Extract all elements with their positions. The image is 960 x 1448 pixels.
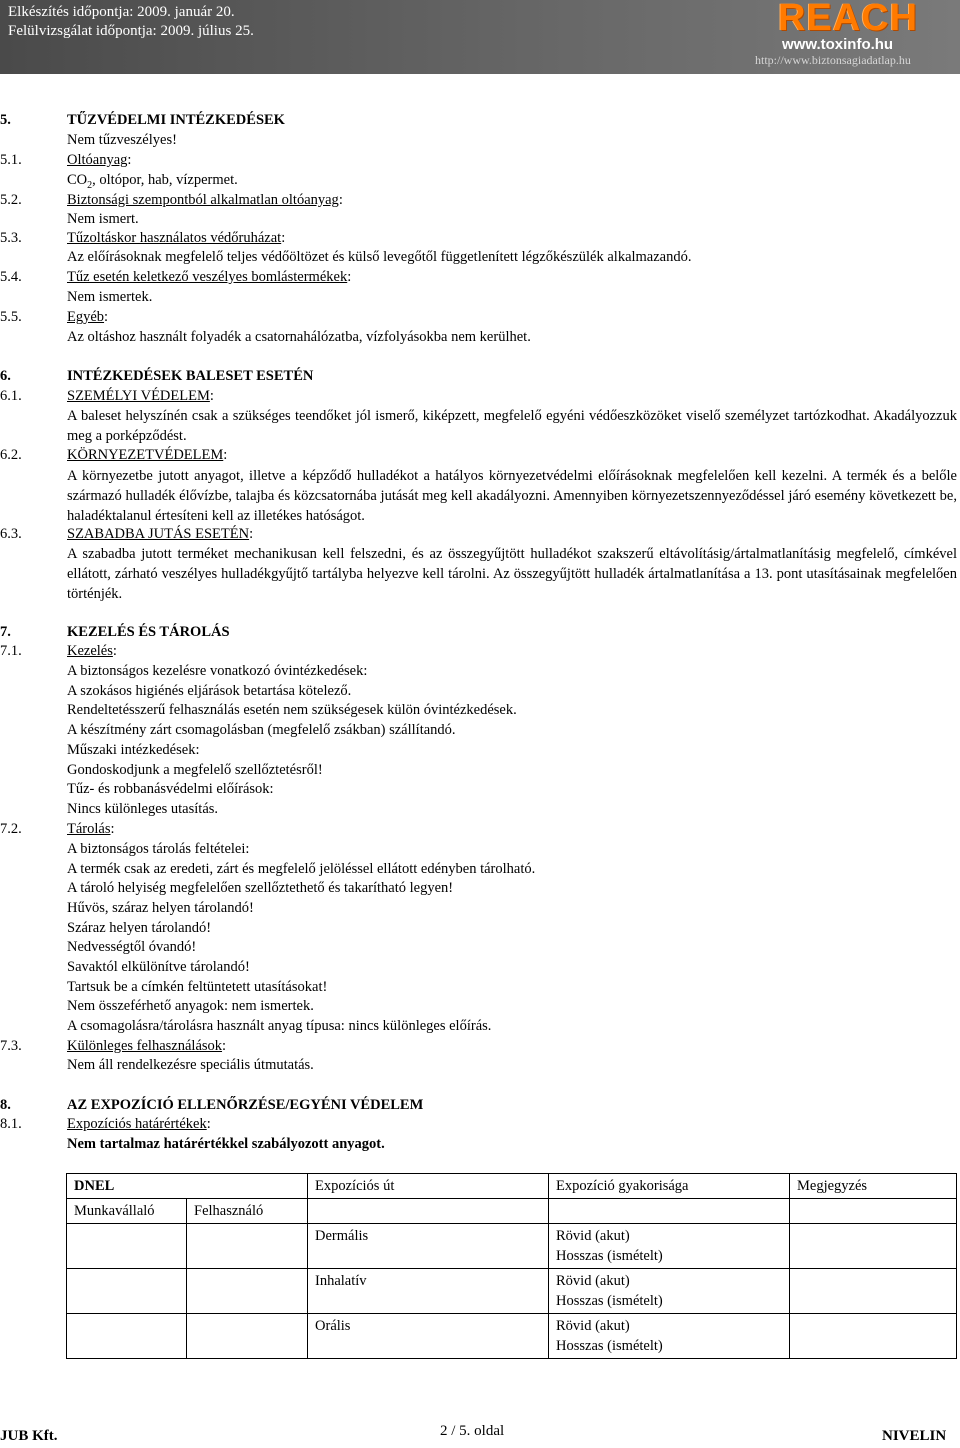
table-cell [67,1269,187,1314]
handling-line: Rendeltetésszerű felhasználás esetén nem szükségesek külön óvintézkedések. [67,702,517,718]
section-6-1-heading: SZEMÉLYI VÉDELEM: [67,388,214,404]
route-cell: Dermális [308,1224,549,1269]
section-6-3-text: A szabadba jutott terméket mechanikusan kell felszedni, és az összegyűjtött hulladékot szakszerű eltávolításig/ártalmatlanításig megfelelő, címkével ellátott, zárható veszélyes hulladékgyűjtő tartályba helyezve kell tárolni. Az összegyűjtött hulladék ártalmatlanítása a 13. pont utasításainak megfelelően történjék. [67,546,957,602]
table-cell [187,1314,308,1359]
section-5-1-heading: Oltóanyag: [67,152,132,168]
table-cell [67,1224,187,1269]
section-7-2-number: 7.2. [0,821,22,837]
section-7-2-heading: Tárolás: [67,821,115,837]
section-5-3-heading: Tűzoltáskor használatos védőruházat: [67,230,286,246]
route-cell: Inhalatív [308,1269,549,1314]
section-6-2-number: 6.2. [0,447,22,463]
user-header: Felhasználó [187,1199,308,1224]
section-6-2-text: A környezetbe jutott anyagot, illetve a képződő hulladékot a hatályos környezetvédelmi előírásoknak megfelelően kell kezelni. A termék és a belőle származó hulladék élővízbe, talajba és közcsatornába jutását meg kell akadályozni. Amennyiben környezetszennyeződéssel járó esemény következett be, haladéktalanul értesíteni kell az illetékes hatóságot. [67,468,957,524]
storage-line: Száraz helyen tárolandó! [67,920,212,936]
section-8-1-heading: Expozíciós határértékek: [67,1116,211,1132]
section-5-2-heading: Biztonsági szempontból alkalmatlan oltóanyag: [67,192,343,208]
frequency-cell: Rövid (akut) Hosszas (ismételt) [549,1314,790,1359]
section-6-number: 6. [0,368,11,384]
section-6-3-heading: SZABADBA JUTÁS ESETÉN: [67,526,254,542]
storage-line: A termék csak az eredeti, zárt és megfelelő jelöléssel ellátott edényben tárolható. [67,861,536,877]
table-row [67,1269,957,1314]
section-7-3-number: 7.3. [0,1038,22,1054]
table-cell [549,1199,790,1224]
section-5-5-heading: Egyéb: [67,309,109,325]
table-row [67,1224,957,1269]
footer-company: JUB Kft. [0,1428,58,1444]
handling-line: A biztonságos kezelésre vonatkozó óvintézkedések: [67,663,368,679]
section-8-number: 8. [0,1097,11,1113]
section-5-5-text: Az oltáshoz használt folyadék a csatornahálózatba, vízfolyásokba nem kerülhet. [67,329,531,345]
table-cell [67,1314,187,1359]
handling-line: A készítmény zárt csomagolásban (megfelelő zsákban) szállítandó. [67,722,456,738]
worker-header: Munkavállaló [67,1199,187,1224]
page-header [0,0,960,74]
section-5-4-heading: Tűz esetén keletkező veszélyes bomlástermékek: [67,269,352,285]
section-7-3-text: Nem áll rendelkezésre speciális útmutatás. [67,1057,314,1073]
table-row [67,1174,957,1199]
section-7-title: KEZELÉS ÉS TÁROLÁS [67,624,230,640]
section-8-1-number: 8.1. [0,1116,22,1132]
section-6-1-number: 6.1. [0,388,22,404]
reach-logo: REACH [778,0,919,39]
section-8-1-text: Nem tartalmaz határértékkel szabályozott anyagot. [67,1136,385,1152]
logo-site: www.toxinfo.hu [782,36,894,53]
route-header: Expozíciós út [308,1174,549,1199]
storage-line: Tartsuk be a címkén feltüntetett utasításokat! [67,979,328,995]
handling-line: Nincs különleges utasítás. [67,801,219,817]
table-cell [790,1199,957,1224]
table-cell [790,1314,957,1359]
handling-line: Tűz- és robbanásvédelmi előírások: [67,781,274,797]
section-5-1-number: 5.1. [0,152,22,168]
frequency-cell: Rövid (akut) Hosszas (ismételt) [549,1269,790,1314]
handling-line: A szokásos higiénés eljárások betartása kötelező. [67,683,352,699]
frequency-header: Expozíció gyakorisága [549,1174,790,1199]
storage-line: A csomagolásra/tárolásra használt anyag típusa: nincs különleges előírás. [67,1018,492,1034]
section-6-title: INTÉZKEDÉSEK BALESET ESETÉN [67,368,314,384]
frequency-cell: Rövid (akut) Hosszas (ismételt) [549,1224,790,1269]
table-cell [187,1224,308,1269]
storage-line: Hűvös, száraz helyen tárolandó! [67,900,254,916]
section-7-1-heading: Kezelés: [67,643,117,659]
section-5-4-number: 5.4. [0,269,22,285]
section-5-5-number: 5.5. [0,309,22,325]
section-5-4-text: Nem ismertek. [67,289,153,305]
section-6-1-text: A baleset helyszínén csak a szükséges teendőket jól ismerő, kiképzett, megfelelő egyéni védőeszközöket viselő személyzet tartózkodhat. Akadályozzuk meg a porképződést. [67,408,957,444]
section-5-3-number: 5.3. [0,230,22,246]
section-5-1-text: $CO_2$, oltópor, hab, vízpermet. [67,172,238,191]
handling-line: Műszaki intézkedések: [67,742,200,758]
created-date: Elkészítés időpontja: 2009. január 20. [8,4,235,20]
table-cell [790,1224,957,1269]
footer-product: NIVELIN [882,1428,947,1444]
section-7-number: 7. [0,624,11,640]
header-url[interactable]: http://www.biztonsagiadatlap.hu [755,53,911,67]
storage-line: A biztonságos tárolás feltételei: [67,841,250,857]
section-5-note: Nem tűzveszélyes! [67,132,177,148]
section-5-title: TŰZVÉDELMI INTÉZKEDÉSEK [67,112,285,128]
storage-line: Nedvességtől óvandó! [67,939,197,955]
storage-line: Savaktól elkülönítve tárolandó! [67,959,250,975]
table-cell [790,1269,957,1314]
handling-line: Gondoskodjunk a megfelelő szellőztetésről! [67,762,323,778]
section-7-3-heading: Különleges felhasználások: [67,1038,227,1054]
section-5-2-number: 5.2. [0,192,22,208]
section-5-3-text: Az előírásoknak megfelelő teljes védőöltözet és külső levegőtől függetlenített légzőkészülék alkalmazandó. [67,249,692,265]
section-6-3-number: 6.3. [0,526,22,542]
revised-date: Felülvizsgálat időpontja: 2009. július 25. [8,23,254,39]
table-cell [187,1269,308,1314]
dnel-header: DNEL [67,1174,308,1199]
note-header: Megjegyzés [790,1174,957,1199]
section-7-1-number: 7.1. [0,643,22,659]
route-cell: Orális [308,1314,549,1359]
dnel-table [66,1173,957,1359]
storage-line: Nem összeférhető anyagok: nem ismertek. [67,998,314,1014]
section-8-title: AZ EXPOZÍCIÓ ELLENŐRZÉSE/EGYÉNI VÉDELEM [67,1097,424,1113]
section-5-2-text: Nem ismert. [67,211,139,227]
storage-line: A tároló helyiség megfelelően szellőztethető és takarítható legyen! [67,880,454,896]
section-5-number: 5. [0,112,11,128]
table-row [67,1199,957,1224]
section-6-2-heading: KÖRNYEZETVÉDELEM: [67,447,228,463]
table-row [67,1314,957,1359]
footer-page-number: 2 / 5. oldal [440,1423,505,1439]
table-cell [308,1199,549,1224]
